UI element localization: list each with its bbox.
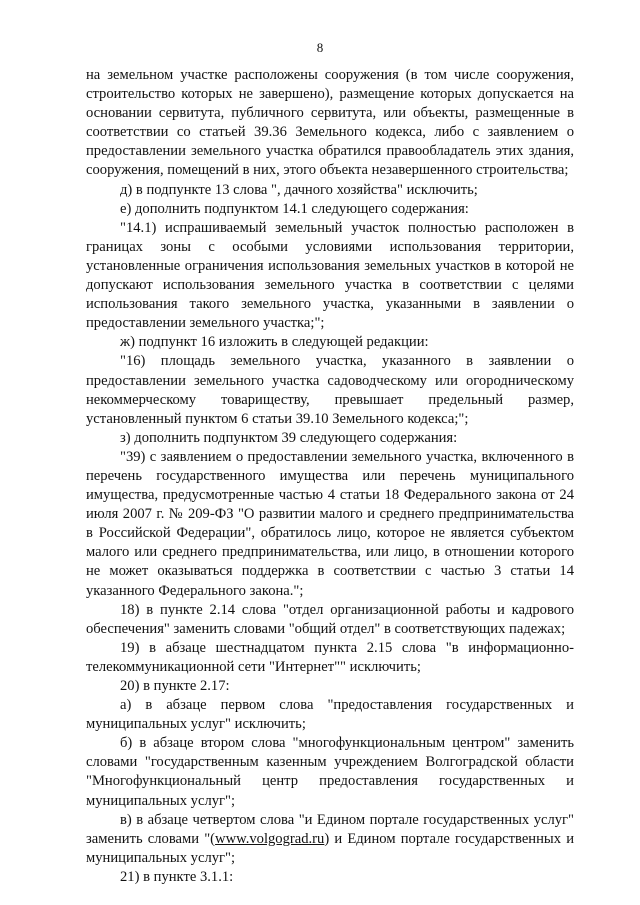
paragraph-item-20-b: б) в абзаце втором слова "многофункциональным центром" заменить словами "государственным казенным учреждением Волгоградской области "Многофункциональный центр предоставления государственных и муниципальных услуг"; <box>86 735 574 809</box>
paragraph-clause-16: "16) площадь земельного участка, указанного в заявлении о предоставлении земельного участка садоводческому или огородническому некоммерческому товариществу, превышает предельный размер, установленный пунктом 6 статьи 39.10 Земельного кодекса;"; <box>86 353 574 427</box>
paragraph-item-21: 21) в пункте 3.1.1: <box>120 868 234 885</box>
paragraph-continuation: на земельном участке расположены сооружения (в том числе сооружения, строительство которых не завершено), размещение которых допускается на основании сервитута, публичного сервитута, или объекты, размещенные в соответствии со статьей 39.36 Земельного кодекса, либо с заявлением о предоставлении земельного участка обратился правообладатель этих здания, сооружения, помещений в них, этого объекта незавершенного строительства; <box>86 67 574 179</box>
paragraph-item-20-v <box>86 811 574 868</box>
paragraph-item-20-v-text-before: в) в абзаце четвертом слова "и Едином портале государственных услуг" заменить словами "( <box>86 811 574 847</box>
volgograd-website-link[interactable]: www.volgograd.ru <box>215 830 325 847</box>
paragraph-clause-39: "39) с заявлением о предоставлении земельного участка, включенного в перечень государственного имущества или перечень муниципального имущества, предусмотренные частью 4 статьи 18 Федерального закона от 24 июля 2007 г. № 209-ФЗ "О развитии малого и среднего предпринимательства в Российской Федерации", обратилось лицо, которое не является субъектом малого или среднего предпринимательства, или лицо, в отношении которого не может оказываться поддержка в соответствии с частью 3 статьи 14 указанного Федерального закона."; <box>86 448 574 599</box>
page-number: 8 <box>316 40 324 55</box>
paragraph-subitem-z: з) дополнить подпунктом 39 следующего содержания: <box>120 429 458 446</box>
paragraph-subitem-e: е) дополнить подпунктом 14.1 следующего содержания: <box>120 200 469 217</box>
paragraph-item-20-a: а) в абзаце первом слова "предоставления государственных и муниципальных услуг" исключить; <box>86 697 574 733</box>
document-body <box>86 66 574 887</box>
paragraph-item-18: 18) в пункте 2.14 слова "отдел организационной работы и кадрового обеспечения" заменить словами "общий отдел" в соответствующих падежах; <box>86 601 574 637</box>
paragraph-item-19: 19) в абзаце шестнадцатом пункта 2.15 слова "в информационно-телекоммуникационной сети "Интернет"" исключить; <box>86 639 574 675</box>
paragraph-subitem-d: д) в подпункте 13 слова ", дачного хозяйства" исключить; <box>120 181 478 198</box>
paragraph-item-20-v-text-after: ) и Едином портале государственных и муниципальных услуг"; <box>86 830 575 866</box>
paragraph-subitem-zh: ж) подпункт 16 изложить в следующей редакции: <box>120 334 429 351</box>
paragraph-clause-14-1: "14.1) испрашиваемый земельный участок полностью расположен в границах зоны с особыми условиями использования территории, установленные ограничения использования земельных участков в которой не допускают использования земельного участка в соответствии с целями использования такого земельного участка, указанными в заявлении о предоставлении земельного участка;"; <box>86 219 574 332</box>
paragraph-item-20: 20) в пункте 2.17: <box>120 678 230 694</box>
